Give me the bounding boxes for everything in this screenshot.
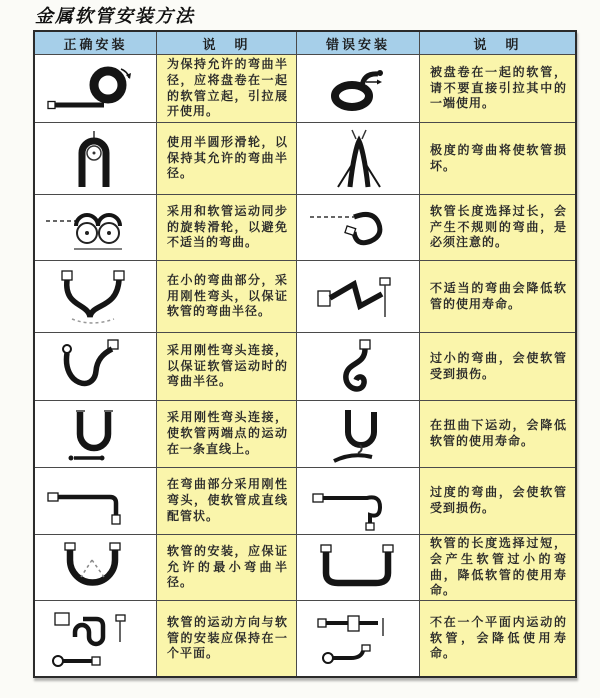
correct-illustration-cell bbox=[35, 195, 157, 261]
table-row bbox=[35, 468, 575, 535]
semicircular-pulley-hose-icon bbox=[40, 127, 152, 191]
overlong-irregular-loop-icon bbox=[306, 199, 411, 257]
single-plane-trap-run-icon bbox=[40, 606, 152, 672]
table-row bbox=[35, 123, 575, 195]
wrong-illustration-cell bbox=[297, 261, 420, 333]
wrong-illustration-cell bbox=[297, 401, 420, 468]
wrong-illustration-cell bbox=[297, 123, 420, 195]
straight-run-rigid-elbow-icon bbox=[40, 471, 152, 531]
table-row bbox=[35, 195, 575, 261]
wrong-description: 在扭曲下运动，会降低软管的使用寿命。 bbox=[420, 401, 575, 468]
wrong-illustration-cell bbox=[297, 195, 420, 261]
wrong-description: 过小的弯曲，会使软管受到损伤。 bbox=[420, 333, 575, 401]
twisted-u-loop-icon bbox=[306, 404, 411, 464]
wrong-illustration-cell bbox=[297, 468, 420, 535]
table-row bbox=[35, 261, 575, 333]
table-row bbox=[35, 55, 575, 123]
correct-description: 软管的安装，应保证允许的最小弯曲半径。 bbox=[157, 535, 297, 601]
column-header-correct-install: 正确安装 bbox=[35, 32, 157, 55]
wrong-illustration-cell bbox=[297, 601, 420, 676]
correct-illustration-cell bbox=[35, 55, 157, 123]
correct-description: 采用刚性弯头连接，以保证软管运动时的弯曲半径。 bbox=[157, 333, 297, 401]
u-loop-ends-aligned-icon bbox=[40, 404, 152, 464]
too-small-bend-hook-icon bbox=[306, 337, 411, 397]
wrong-illustration-cell bbox=[297, 535, 420, 601]
column-header-wrong-description: 说 明 bbox=[420, 32, 575, 55]
correct-description: 为保持允许的弯曲半径，应将盘卷在一起的软管立起，引拉展开使用。 bbox=[157, 55, 297, 123]
too-short-flat-u-icon bbox=[306, 539, 411, 597]
installation-method-table bbox=[33, 30, 577, 678]
rigid-elbow-moving-bend-icon bbox=[40, 337, 152, 397]
correct-illustration-cell bbox=[35, 333, 157, 401]
correct-description: 在小的弯曲部分，采用刚性弯头，以保证软管的弯曲半径。 bbox=[157, 261, 297, 333]
extreme-pinch-bend-icon bbox=[306, 127, 411, 191]
wrong-description: 极度的弯曲将使软管损坏。 bbox=[420, 123, 575, 195]
correct-description: 软管的运动方向与软管的安装应保持在一个平面。 bbox=[157, 601, 297, 676]
table-row bbox=[35, 535, 575, 601]
flat-coil-direct-pull-icon bbox=[306, 59, 411, 119]
minimum-bend-radius-u-icon bbox=[40, 539, 152, 597]
correct-illustration-cell bbox=[35, 601, 157, 676]
rigid-elbow-small-bend-icon bbox=[40, 265, 152, 329]
correct-description: 在弯曲部分采用刚性弯头，使软管成直线配管状。 bbox=[157, 468, 297, 535]
correct-illustration-cell bbox=[35, 535, 157, 601]
correct-illustration-cell bbox=[35, 401, 157, 468]
synchronized-rotating-pulleys-icon bbox=[40, 199, 152, 257]
wrong-description: 被盘卷在一起的软管，请不要直接引拉其中的一端使用。 bbox=[420, 55, 575, 123]
wrong-description: 软管的长度选择过短，会产生软管过小的弯曲，降低软管的使用寿命。 bbox=[420, 535, 575, 601]
upright-coil-unrolling-icon bbox=[40, 59, 152, 119]
wrong-description: 过度的弯曲，会使软管受到损伤。 bbox=[420, 468, 575, 535]
table-row bbox=[35, 333, 575, 401]
wrong-description: 软管长度选择过长，会产生不规则的弯曲，是必须注意的。 bbox=[420, 195, 575, 261]
table-row bbox=[35, 401, 575, 468]
wrong-description: 不适当的弯曲会降低软管的使用寿命。 bbox=[420, 261, 575, 333]
wrong-illustration-cell bbox=[297, 55, 420, 123]
page-title: 金属软管安装方法 bbox=[35, 6, 195, 27]
wrong-description: 不在一个平面内运动的软管，会降低使用寿命。 bbox=[420, 601, 575, 676]
table-row bbox=[35, 601, 575, 676]
correct-illustration-cell bbox=[35, 468, 157, 535]
correct-illustration-cell bbox=[35, 123, 157, 195]
correct-description: 使用半圆形滑轮，以保持其允许的弯曲半径。 bbox=[157, 123, 297, 195]
correct-description: 采用和软管运动同步的旋转滑轮，以避免不适当的弯曲。 bbox=[157, 195, 297, 261]
overbent-end-curl-icon bbox=[306, 471, 411, 531]
column-header-correct-description: 说 明 bbox=[157, 32, 297, 55]
improper-sharp-zigzag-icon bbox=[306, 265, 411, 329]
correct-description: 采用刚性弯头连接，使软管两端点的运动在一条直线上。 bbox=[157, 401, 297, 468]
table-header-row bbox=[35, 32, 575, 55]
correct-illustration-cell bbox=[35, 261, 157, 333]
wrong-illustration-cell bbox=[297, 333, 420, 401]
out-of-plane-motion-icon bbox=[306, 606, 411, 672]
column-header-wrong-install: 错误安装 bbox=[297, 32, 420, 55]
